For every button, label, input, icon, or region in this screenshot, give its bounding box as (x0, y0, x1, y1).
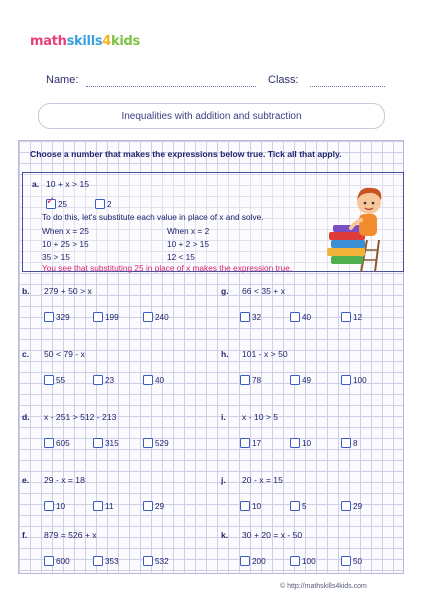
checkbox[interactable] (93, 312, 103, 322)
answer-option[interactable] (290, 438, 311, 448)
checkbox[interactable] (143, 312, 153, 322)
class-label: Class: (268, 74, 299, 86)
answer-option[interactable] (240, 556, 266, 566)
example-expression: 10 + x > 15 (46, 179, 90, 189)
option-value: 605 (56, 438, 70, 448)
checkbox[interactable] (44, 312, 54, 322)
answer-option[interactable] (143, 312, 169, 322)
answer-option[interactable] (93, 556, 119, 566)
checkbox[interactable] (240, 556, 250, 566)
answer-option[interactable] (240, 501, 261, 511)
option-value: 40 (155, 375, 165, 385)
checkbox[interactable] (93, 438, 103, 448)
answer-option[interactable] (44, 501, 65, 511)
answer-option[interactable] (341, 312, 362, 322)
problem-label: f. (22, 530, 28, 540)
problem-expression: 50 < 79 - x (44, 349, 85, 359)
problem-expression: 29 - x = 18 (44, 475, 85, 485)
checkbox[interactable] (93, 556, 103, 566)
checkbox[interactable] (44, 375, 54, 385)
class-field[interactable] (310, 86, 385, 87)
checkbox[interactable] (240, 312, 250, 322)
option-value: 17 (252, 438, 262, 448)
answer-option[interactable] (240, 438, 261, 448)
example-option-25[interactable]: ✓ 25 (46, 195, 68, 209)
problem-expression: 20 - x = 15 (242, 475, 283, 485)
example-label: a. (32, 179, 40, 189)
answer-option[interactable] (143, 556, 169, 566)
option-value: 40 (302, 312, 312, 322)
problem-expression: 279 + 50 > x (44, 286, 92, 296)
checkbox[interactable] (341, 312, 351, 322)
checkbox[interactable] (143, 501, 153, 511)
option-value: 10 (302, 438, 312, 448)
answer-option[interactable] (93, 375, 114, 385)
problem-label: h. (221, 349, 229, 359)
problem-label: e. (22, 475, 30, 485)
left-step-2: 10 + 25 > 15 (42, 239, 89, 249)
option-value: 200 (252, 556, 266, 566)
checkbox[interactable] (341, 375, 351, 385)
option-value: 353 (105, 556, 119, 566)
check-mark-icon: ✓ (46, 195, 56, 207)
problem-label: b. (22, 286, 30, 296)
checkbox[interactable] (290, 312, 300, 322)
example-option-2[interactable]: 2 (95, 199, 112, 209)
checkbox[interactable] (290, 556, 300, 566)
option-value: 55 (56, 375, 66, 385)
example-explanation: To do this, let's substitute each value in place of x and solve. (42, 212, 264, 222)
option-value: 8 (353, 438, 358, 448)
worksheet-title: Inequalities with addition and subtraction (38, 103, 385, 129)
problem-label: k. (221, 530, 229, 540)
answer-option[interactable] (143, 501, 164, 511)
option-value: 5 (302, 501, 307, 511)
option-value: 78 (252, 375, 262, 385)
problem-label: j. (221, 475, 226, 485)
answer-option[interactable] (341, 556, 362, 566)
option-value: 49 (302, 375, 312, 385)
problem-label: c. (22, 349, 30, 359)
answer-option[interactable] (44, 375, 65, 385)
option-value: 529 (155, 438, 169, 448)
option-value: 240 (155, 312, 169, 322)
mathskills4kids-logo: mathskills4kids (30, 34, 140, 49)
checkbox[interactable] (290, 501, 300, 511)
option-value: 100 (302, 556, 316, 566)
option-value: 11 (105, 501, 114, 511)
checkbox[interactable] (240, 501, 250, 511)
answer-option[interactable] (93, 312, 119, 322)
checkbox[interactable] (44, 556, 54, 566)
checkbox[interactable] (341, 438, 351, 448)
answer-option[interactable] (93, 438, 119, 448)
boy-with-books-illustration (325, 180, 389, 272)
answer-option[interactable] (93, 501, 114, 511)
problem-expression: 879 = 526 + x (44, 530, 97, 540)
name-field[interactable] (86, 86, 256, 87)
checkbox[interactable] (240, 375, 250, 385)
left-step-1: When x = 25 (42, 226, 89, 236)
option-value: 532 (155, 556, 169, 566)
option-value: 10 (252, 501, 262, 511)
problem-label: d. (22, 412, 30, 422)
left-step-3: 35 > 15 (42, 252, 70, 262)
option-value: 100 (353, 375, 367, 385)
option-value: 10 (56, 501, 66, 511)
checkbox[interactable] (290, 375, 300, 385)
option-value: 12 (353, 312, 363, 322)
checkbox[interactable] (290, 438, 300, 448)
checkbox[interactable] (46, 195, 56, 209)
answer-option[interactable] (143, 438, 169, 448)
answer-option[interactable] (290, 375, 311, 385)
problem-label: i. (221, 412, 226, 422)
checkbox[interactable] (93, 501, 103, 511)
instructions: Choose a number that makes the expressions below true. Tick all that apply. (30, 149, 342, 159)
answer-option[interactable] (290, 501, 307, 511)
checkbox[interactable] (95, 199, 105, 209)
right-step-3: 12 < 15 (167, 252, 195, 262)
answer-option[interactable] (341, 438, 358, 448)
checkbox[interactable] (143, 438, 153, 448)
right-step-1: When x = 2 (167, 226, 210, 236)
checkbox[interactable] (44, 438, 54, 448)
option-value: 315 (105, 438, 119, 448)
option-value: 199 (105, 312, 119, 322)
answer-option[interactable] (240, 312, 261, 322)
answer-option[interactable] (44, 312, 70, 322)
option-value: 329 (56, 312, 70, 322)
checkbox[interactable] (93, 375, 103, 385)
checkbox[interactable] (143, 556, 153, 566)
option-value: 29 (155, 501, 165, 511)
checkbox[interactable] (341, 556, 351, 566)
name-label: Name: (46, 74, 79, 86)
option-value: 29 (353, 501, 363, 511)
checkbox[interactable] (143, 375, 153, 385)
checkbox[interactable] (240, 438, 250, 448)
problem-expression: x - 251 > 512 - 213 (44, 412, 117, 422)
answer-option[interactable] (341, 375, 367, 385)
answer-option[interactable] (143, 375, 164, 385)
answer-option[interactable] (240, 375, 261, 385)
option-value: 50 (353, 556, 363, 566)
problem-expression: 66 < 35 + x (242, 286, 286, 296)
answer-option[interactable] (44, 438, 70, 448)
option-value: 23 (105, 375, 115, 385)
problem-label: g. (221, 286, 229, 296)
checkbox[interactable] (44, 501, 54, 511)
footer-url: © http://mathskills4kids.com (280, 583, 367, 590)
example-conclusion: You see that substituting 25 in place of x makes the expression true. (42, 263, 293, 273)
checkbox[interactable] (341, 501, 351, 511)
answer-option[interactable] (341, 501, 362, 511)
problem-expression: 30 + 20 = x - 50 (242, 530, 303, 540)
answer-option[interactable] (290, 312, 311, 322)
right-step-2: 10 + 2 > 15 (167, 239, 209, 249)
answer-option[interactable] (44, 556, 70, 566)
option-value: 32 (252, 312, 262, 322)
problem-expression: x - 10 > 5 (242, 412, 279, 422)
option-value: 600 (56, 556, 70, 566)
problem-expression: 101 - x > 50 (242, 349, 288, 359)
answer-option[interactable] (290, 556, 316, 566)
